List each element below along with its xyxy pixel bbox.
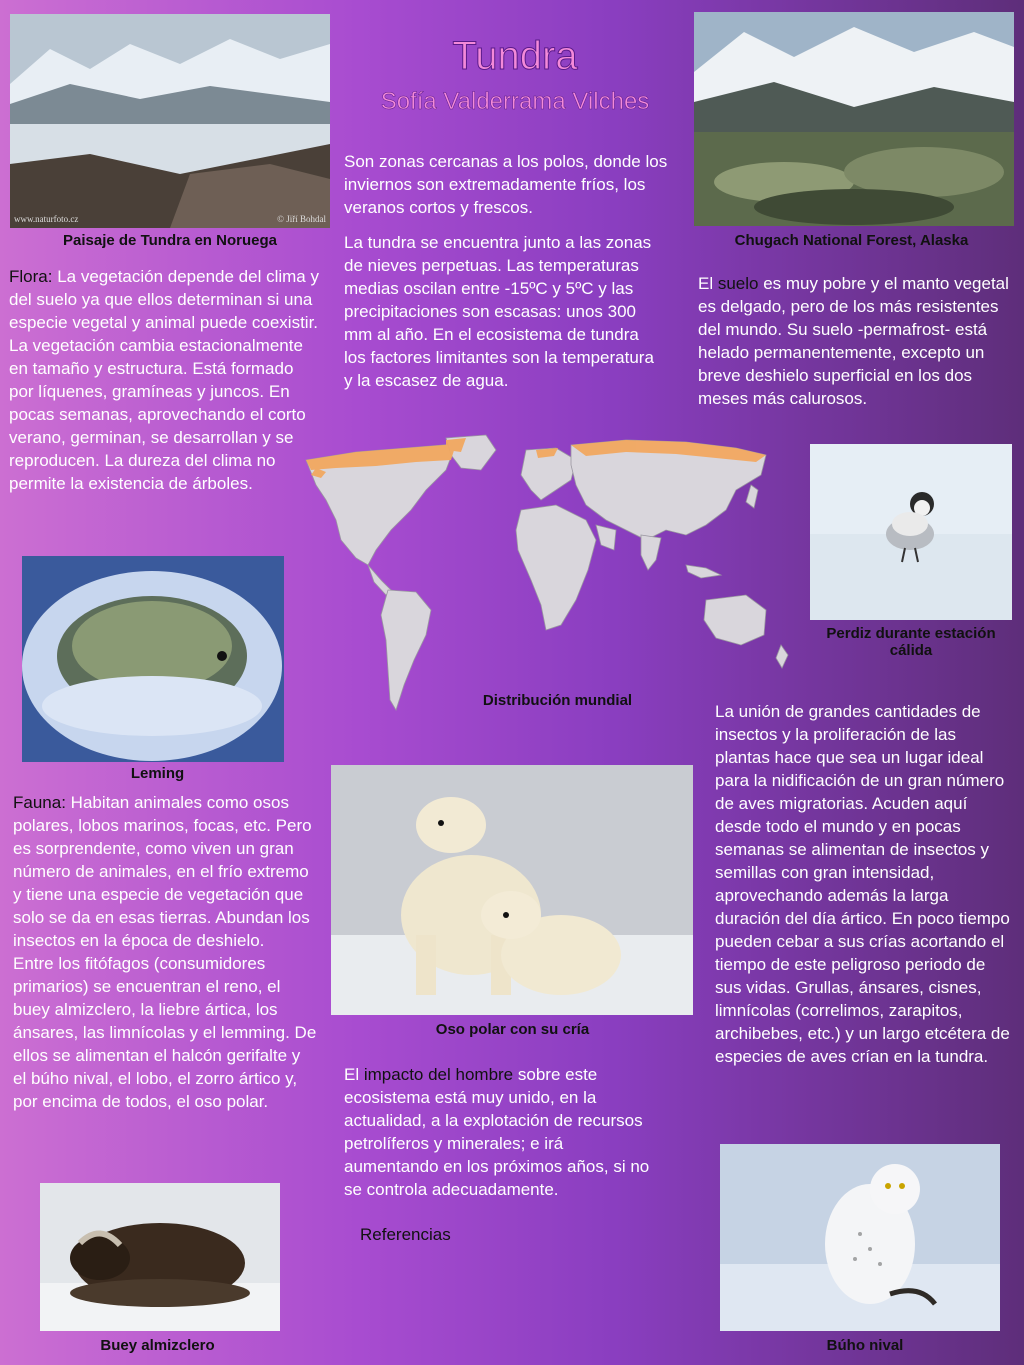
suelo-paragraph xyxy=(698,272,1018,410)
caption-chugach: Chugach National Forest, Alaska xyxy=(734,232,969,249)
caption-buey: Buey almizclero xyxy=(100,1337,215,1354)
suelo-prefix: El xyxy=(698,274,718,293)
photo-oso-polar xyxy=(331,765,693,1015)
suelo-label: suelo xyxy=(717,274,759,293)
photo-leming xyxy=(22,556,284,762)
impacto-label: impacto del hombre xyxy=(363,1065,514,1084)
flora-label: Flora: xyxy=(9,267,53,286)
fauna-text-2: Entre los fitófagos (consumidores primarios) se encuentran el reno, el buey almizclero, la liebre ártica, los ánsares, las limnícolas y el lemming. De ellos se alimentan el halcón gerifalte y el búho nival, el lobo, el zorro ártico y, por encima de todos, el oso polar. xyxy=(13,954,317,1111)
aves-text: La unión de grandes cantidades de insectos y la proliferación de las plantas hace que sea un lugar ideal para la nidificación de un gran número de aves migratorias. Acuden aquí desde todo el mundo y en pocas semanas se alimentan de insectos y semillas con gran intensidad, aprovechando además la larga duración del día ártico. En poco tiempo pueden cebar a sus crías acortando el tiempo de este peligroso periodo de sus vidas. Grullas, ánsares, cisnes, limnícolas (correlimos, zarapitos, archibebes, etc.) y un largo etcétera de especies de aves crían en la tundra. xyxy=(715,702,1010,1066)
references-link[interactable]: Referencias xyxy=(360,1225,451,1244)
caption-noruega: Paisaje de Tundra en Noruega xyxy=(63,232,277,249)
intro-text: Son zonas cercanas a los polos, donde los inviernos son extremadamente fríos, los veranos cortos y frescos. xyxy=(344,152,668,217)
caption-buho: Búho nival xyxy=(826,1337,904,1354)
caption-leming: Leming xyxy=(130,765,185,782)
photo-buey xyxy=(40,1183,280,1331)
flora-paragraph xyxy=(9,265,319,495)
fauna-text-1: Habitan animales como osos polares, lobos marinos, focas, etc. Pero es sorprendente, como viven un gran número de animales, en el frío extremo y tiene una especie de vegetación que solo se da en esas tierras. Abundan los insectos en la época de deshielo. xyxy=(13,793,312,950)
impacto-prefix: El xyxy=(344,1065,364,1084)
photo-perdiz xyxy=(810,444,1012,620)
watermark-right: © Jiří Bohdal xyxy=(277,214,326,224)
flora-text: La vegetación depende del clima y del suelo ya que ellos determinan si una especie vegetal y animal puede coexistir. La vegetación cambia estacionalmente en tamaño y estructura. Está formado por líquenes, gramíneas y juncos. En pocas semanas, aprovechando el corto verano, germinan, se desarrollan y se reproducen. La dureza del clima no permite la existencia de árboles. xyxy=(9,267,319,493)
suelo-text: es muy pobre y el manto vegetal es delgado, pero de los más resistentes del mundo. Su suelo -permafrost- está helado permanentemente, excepto un breve deshielo superficial en los dos meses más calurosos. xyxy=(698,274,1009,408)
fauna-label: Fauna: xyxy=(13,793,66,812)
caption-perdiz: Perdiz durante estación cálida xyxy=(826,625,996,659)
caption-mapa: Distribución mundial xyxy=(482,692,633,709)
photo-buho xyxy=(720,1144,1000,1331)
photo-noruega xyxy=(10,14,330,228)
impacto-paragraph xyxy=(344,1063,654,1201)
photo-chugach xyxy=(694,12,1014,226)
climate-text: La tundra se encuentra junto a las zonas de nieves perpetuas. Las temperaturas medias oscilan entre -15ºC y 5ºC y las precipitaciones son escasas: unos 300 mm al año. En el ecosistema de tundra los factores limitantes son la temperatura y la escasez de agua. xyxy=(344,233,654,390)
caption-oso: Oso polar con su cría xyxy=(435,1021,590,1038)
world-map xyxy=(296,430,800,715)
impacto-text: sobre este ecosistema está muy unido, en la actualidad, a la explotación de recursos petrolíferos y minerales; e irá aumentando en los próximos años, si no se controla adecuadamente. xyxy=(344,1065,650,1199)
page-title: Tundra xyxy=(452,34,578,78)
author-name: Sofía Valderrama Vilches xyxy=(380,88,650,115)
fauna-paragraph xyxy=(13,791,318,1113)
watermark-left: www.naturfoto.cz xyxy=(14,214,79,224)
